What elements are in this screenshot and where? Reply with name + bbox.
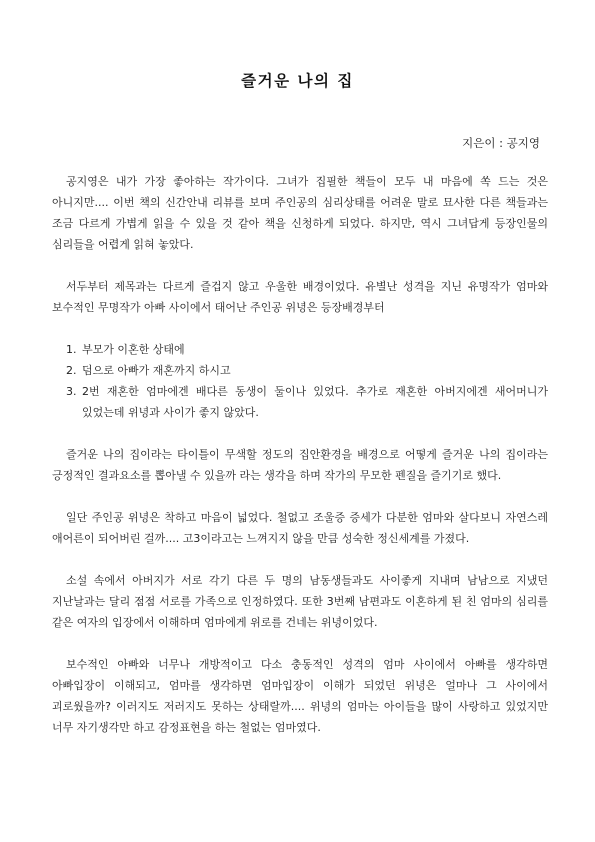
paragraph-main-4: 보수적인 아빠와 너무나 개방적이고 다소 충동적인 성격의 엄마 사이에서 아빠를 생각하면 아빠입장이 이해되고, 엄마를 생각하면 엄마입장이 이해가 되었던 위녕은 얼마나 그 사이에서 괴로웠을까? 이러지도 저러지도 못하는 상태랄까.... 위녕의 엄마는 아이들을 많이 사랑하고 있었지만 너무 자기생각만 하고 감정표현을 하는 철없는 엄마였다.: [52, 658, 548, 734]
list-item-number: 3.: [66, 385, 77, 398]
list-item: [52, 381, 548, 423]
list-item-text: 2번 재혼한 엄마에겐 배다른 동생이 둘이나 있었다. 추가로 재혼한 아버지에겐 새어머니가 있었는데 위녕과 사이가 좋지 않았다.: [82, 385, 548, 419]
document-body: [52, 171, 548, 759]
paragraph-main-2: 일단 주인공 위녕은 착하고 마음이 넓었다. 철없고 조울증 증세가 다분한 엄마와 살다보니 자연스레 애어른이 되어버린 걸까.... 고3이라고는 느껴지지 않을 만큼 성숙한 정신세계를 가졌다.: [52, 511, 548, 545]
paragraph-intro-2: 서두부터 제목과는 다르게 즐겁지 않고 우울한 배경이었다. 유별난 성격을 지닌 유명작가 엄마와 보수적인 무명작가 아빠 사이에서 태어난 주인공 위녕은 등장배경부터: [52, 280, 548, 314]
list-item: [52, 339, 548, 360]
paragraph-main-3: 소설 속에서 아버지가 서로 각기 다른 두 명의 남동생들과도 사이좋게 지내며 남남으로 지냈던 지난날과는 달리 점점 서로를 가족으로 인정하였다. 또한 3번째 남편과도 이혼하게 된 친 엄마의 심리를 같은 여자의 입장에서 이해하며 엄마에게 위로를 건네는 위녕이었다.: [52, 574, 548, 629]
list-item-number: 2.: [66, 364, 77, 377]
list-item-text: 부모가 이혼한 상태에: [82, 343, 185, 356]
paragraph-main-1: 즐거운 나의 집이라는 타이틀이 무색할 정도의 집안환경을 배경으로 어떻게 즐거운 나의 집이라는 긍정적인 결과요소를 뽑아낼 수 있을까 라는 생각을 하며 작가의 무모한 펜질을 즐기기로 했다.: [52, 448, 548, 482]
list-item: [52, 360, 548, 381]
paragraph-intro-1: 공지영은 내가 가장 좋아하는 작가이다. 그녀가 집필한 책들이 모두 내 마음에 쏙 드는 것은 아니지만.... 이번 책의 신간안내 리뷰를 보며 주인공의 심리상태를 어려운 말로 묘사한 다른 책들과는 조금 다르게 가볍게 읽을 수 있을 것 같아 책을 신청하게 되었다. 하지만, 역시 그녀답게 등장인물의 심리들을 어렵게 읽혀 놓았다.: [52, 175, 548, 251]
list-item-number: 1.: [66, 343, 77, 356]
document-title: 즐거운 나의 집: [241, 72, 354, 90]
list-item-text: 덤으로 아빠가 재혼까지 하시고: [82, 364, 231, 377]
author-line: 지은이 : 공지영: [462, 136, 540, 150]
background-list: [52, 339, 548, 423]
